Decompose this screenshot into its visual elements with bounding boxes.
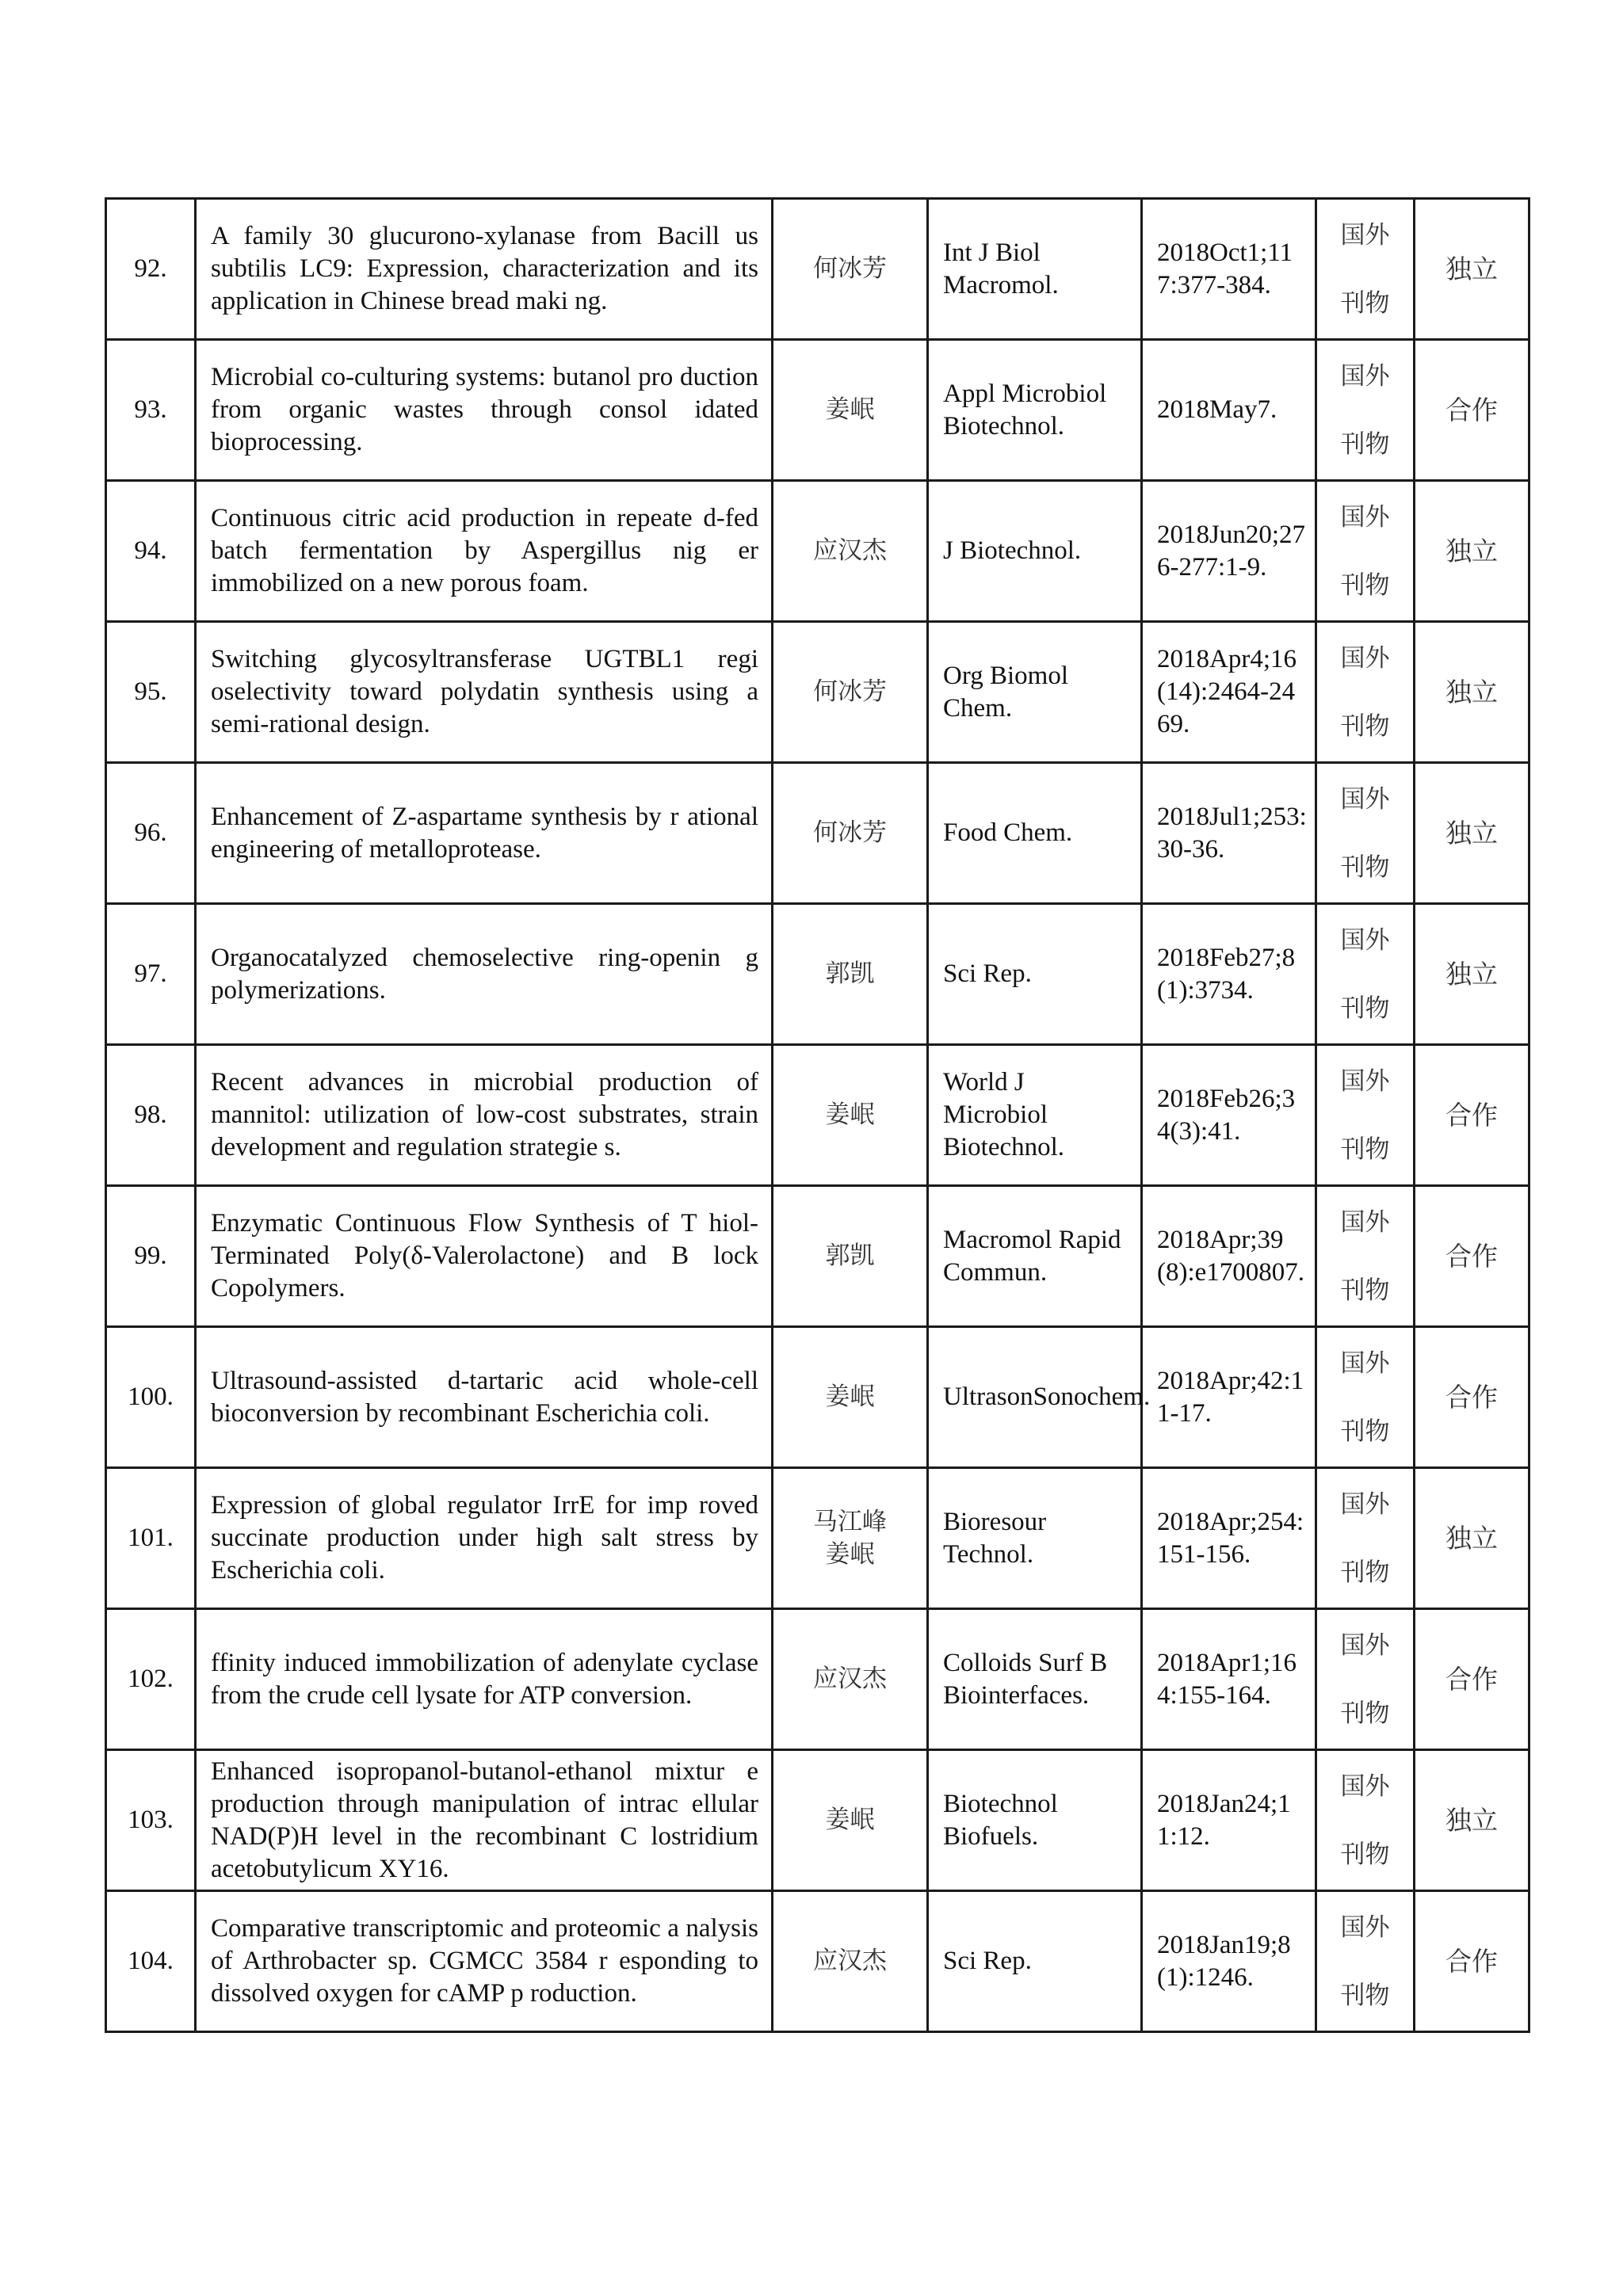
paper-title [196,1891,773,2032]
publication-type-line1: 国外 [1340,1348,1390,1378]
author-name: 何冰芳 [813,818,887,847]
table-row [106,1891,1529,2032]
publication-date: 2018Oct1;117:377-384. [1142,199,1316,340]
publication-type-line1: 国外 [1340,1489,1390,1519]
cooperation-type: 独立 [1415,622,1529,763]
publication-type-line1: 国外 [1340,1772,1390,1801]
paper-title-text: Enzymatic Continuous Flow Synthesis of T hiol-Terminated Poly(δ-Valerolactone) and B lock Copolymers. [211,1209,758,1302]
cooperation-type: 独立 [1415,481,1529,622]
publication-type [1316,622,1415,763]
table-row [106,1327,1529,1468]
paper-title-text: A family 30 glucurono-xylanase from Bacill us subtilis LC9: Expression, characterization and its application in Chinese bread maki ng. [211,222,758,315]
paper-title [196,904,773,1045]
author-name: 郭凯 [825,1241,875,1270]
paper-title-text: ffinity induced immobilization of adenylate cyclase from the crude cell lysate for ATP conversion. [211,1648,758,1710]
paper-title-text: Continuous citric acid production in repeate d-fed batch fermentation by Aspergillus nig er immobilized on a new porous foam. [211,504,758,597]
author-name: 姜岷 [825,1806,875,1834]
table-row [106,1186,1529,1327]
table-row [106,904,1529,1045]
publication-type-line1: 国外 [1340,643,1390,673]
publication-table-body [106,199,1529,2032]
paper-title [196,1186,773,1327]
publication-type [1316,1045,1415,1186]
paper-title [196,1045,773,1186]
publication-date: 2018Jan24;11:12. [1142,1750,1316,1891]
author-name: 姜岷 [825,1383,875,1411]
journal-name: Appl Microbiol Biotechnol. [928,340,1142,481]
author-name: 马江峰 [813,1507,887,1536]
paper-title-text: Ultrasound-assisted d-tartaric acid whole-cell bioconversion by recombinant Escherichia coli. [211,1366,758,1428]
publication-type-line2: 刊物 [1340,1558,1390,1587]
journal-name: J Biotechnol. [928,481,1142,622]
publication-type [1316,1891,1415,2032]
paper-title [196,481,773,622]
publication-type-line2: 刊物 [1340,1981,1390,2010]
publication-type-line1: 国外 [1340,1913,1390,1942]
author-name: 应汉杰 [813,1665,887,1693]
cooperation-type: 独立 [1415,1750,1529,1891]
publication-type-line2: 刊物 [1340,852,1390,882]
author-cell [773,481,928,622]
paper-title [196,1468,773,1609]
publication-type-line2: 刊物 [1340,1840,1390,1869]
publication-type [1316,1186,1415,1327]
journal-name: Bioresour Technol. [928,1468,1142,1609]
publication-type-line2: 刊物 [1340,1417,1390,1446]
paper-title [196,622,773,763]
row-number: 103. [106,1750,196,1891]
paper-title [196,763,773,904]
publication-type [1316,481,1415,622]
publication-type-line2: 刊物 [1340,1276,1390,1305]
paper-title-text: Enhanced isopropanol-butanol-ethanol mixtur e production through manipulation of intrac ellular NAD(P)H level in the recombinant C lostridium acetobutylicum XY16. [211,1756,758,1883]
paper-title [196,1750,773,1891]
row-number: 92. [106,199,196,340]
journal-name: Org Biomol Chem. [928,622,1142,763]
cooperation-type: 独立 [1415,1468,1529,1609]
row-number: 95. [106,622,196,763]
publication-date: 2018Apr;42:11-17. [1142,1327,1316,1468]
author-cell [773,1750,928,1891]
publication-type [1316,199,1415,340]
author-cell [773,1186,928,1327]
table-row [106,481,1529,622]
publication-type [1316,904,1415,1045]
paper-title-text: Expression of global regulator IrrE for imp roved succinate production under high salt stress by Escherichia coli. [211,1491,758,1585]
row-number: 102. [106,1609,196,1750]
publication-type-line2: 刊物 [1340,1135,1390,1164]
publication-type-line1: 国外 [1340,361,1390,391]
table-row [106,340,1529,481]
row-number: 98. [106,1045,196,1186]
journal-name: Food Chem. [928,763,1142,904]
publication-type [1316,1609,1415,1750]
paper-title [196,1609,773,1750]
row-number: 96. [106,763,196,904]
publication-date: 2018May7. [1142,340,1316,481]
publication-type-line1: 国外 [1340,1066,1390,1096]
paper-title-text: Switching glycosyltransferase UGTBL1 regi oselectivity toward polydatin synthesis using a semi-rational design. [211,645,758,738]
author-name: 何冰芳 [813,677,887,706]
paper-title-text: Comparative transcriptomic and proteomic a nalysis of Arthrobacter sp. CGMCC 3584 r esponding to dissolved oxygen for cAMP p roduction. [211,1914,758,2008]
table-row [106,1468,1529,1609]
table-row [106,199,1529,340]
publication-type-line1: 国外 [1340,784,1390,814]
publication-type [1316,1750,1415,1891]
author-cell [773,1891,928,2032]
cooperation-type: 合作 [1415,1327,1529,1468]
journal-name: Sci Rep. [928,1891,1142,2032]
publication-type-line2: 刊物 [1340,429,1390,459]
journal-name: Colloids Surf B Biointerfaces. [928,1609,1142,1750]
cooperation-type: 独立 [1415,904,1529,1045]
journal-name: World J Microbiol Biotechnol. [928,1045,1142,1186]
cooperation-type: 合作 [1415,1891,1529,2032]
publication-date: 2018Jan19;8(1):1246. [1142,1891,1316,2032]
cooperation-type: 独立 [1415,763,1529,904]
row-number: 101. [106,1468,196,1609]
publication-type-line1: 国外 [1340,502,1390,532]
publication-type [1316,340,1415,481]
author-name: 应汉杰 [813,1947,887,1975]
publication-type-line2: 刊物 [1340,570,1390,600]
publication-type-line1: 国外 [1340,1630,1390,1660]
publication-type-line2: 刊物 [1340,994,1390,1023]
cooperation-type: 合作 [1415,1045,1529,1186]
row-number: 93. [106,340,196,481]
row-number: 94. [106,481,196,622]
table-row [106,622,1529,763]
cooperation-type: 合作 [1415,1609,1529,1750]
table-row [106,1045,1529,1186]
publication-date: 2018Apr;39(8):e1700807. [1142,1186,1316,1327]
author-name: 郭凯 [825,959,875,988]
cooperation-type: 合作 [1415,1186,1529,1327]
table-row [106,1609,1529,1750]
author-cell [773,1045,928,1186]
author-name: 姜岷 [825,395,875,424]
row-number: 104. [106,1891,196,2032]
publication-table [105,197,1530,2033]
publication-type [1316,1468,1415,1609]
paper-title-text: Microbial co-culturing systems: butanol pro duction from organic wastes through consol idated bioprocessing. [211,363,758,456]
author-cell [773,622,928,763]
row-number: 97. [106,904,196,1045]
table-row [106,1750,1529,1891]
author-cell [773,199,928,340]
author-name: 何冰芳 [813,254,887,283]
publication-type-line2: 刊物 [1340,288,1390,318]
publication-type [1316,1327,1415,1468]
publication-date: 2018Apr1;164:155-164. [1142,1609,1316,1750]
publication-date: 2018Feb26;34(3):41. [1142,1045,1316,1186]
paper-title [196,340,773,481]
publication-type-line2: 刊物 [1340,711,1390,741]
publication-date: 2018Feb27;8(1):3734. [1142,904,1316,1045]
journal-name: UltrasonSonochem. [928,1327,1142,1468]
cooperation-type: 合作 [1415,340,1529,481]
publication-type-line2: 刊物 [1340,1699,1390,1728]
paper-title [196,199,773,340]
journal-name: Int J Biol Macromol. [928,199,1142,340]
row-number: 99. [106,1186,196,1327]
journal-name: Macromol Rapid Commun. [928,1186,1142,1327]
row-number: 100. [106,1327,196,1468]
publication-date: 2018Jul1;253:30-36. [1142,763,1316,904]
journal-name: Sci Rep. [928,904,1142,1045]
journal-name: Biotechnol Biofuels. [928,1750,1142,1891]
author-name: 姜岷 [825,1100,875,1129]
paper-title-text: Recent advances in microbial production of mannitol: utilization of low-cost substrates, strain development and regulation strategie s. [211,1068,758,1161]
author-cell [773,1609,928,1750]
author-name: 应汉杰 [813,536,887,565]
cooperation-type: 独立 [1415,199,1529,340]
publication-type [1316,763,1415,904]
paper-title [196,1327,773,1468]
publication-type-line1: 国外 [1340,925,1390,955]
author-cell [773,763,928,904]
publication-type-line1: 国外 [1340,1207,1390,1237]
paper-title-text: Enhancement of Z-aspartame synthesis by r ational engineering of metalloprotease. [211,802,758,864]
publication-type-line1: 国外 [1340,220,1390,250]
author-cell [773,1468,928,1609]
publication-date: 2018Jun20;276-277:1-9. [1142,481,1316,622]
author-name: 姜岷 [825,1539,875,1569]
author-cell [773,904,928,1045]
author-cell [773,1327,928,1468]
table-row [106,763,1529,904]
author-cell [773,340,928,481]
publication-date: 2018Apr4;16(14):2464-2469. [1142,622,1316,763]
publication-date: 2018Apr;254:151-156. [1142,1468,1316,1609]
paper-title-text: Organocatalyzed chemoselective ring-openin g polymerizations. [211,943,758,1005]
